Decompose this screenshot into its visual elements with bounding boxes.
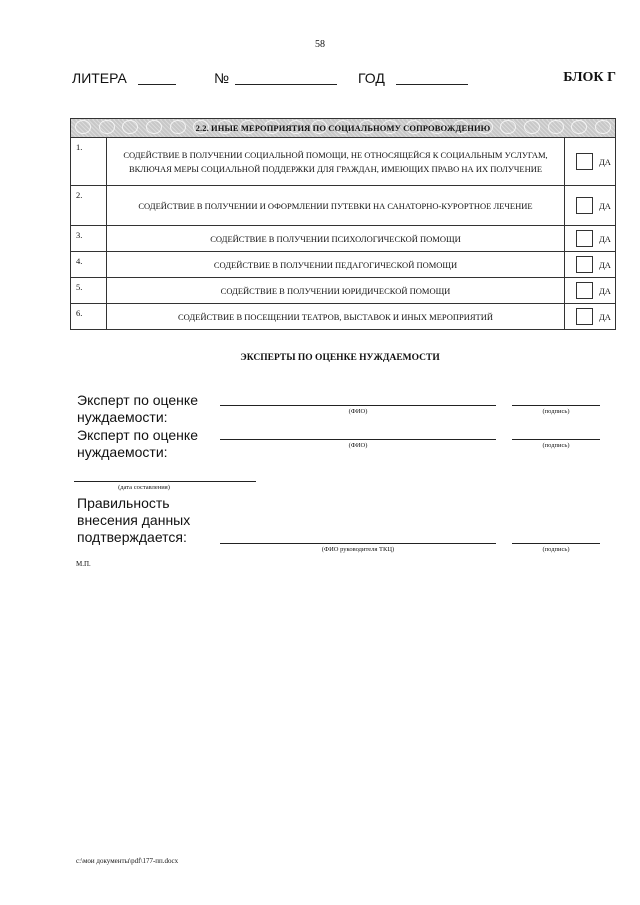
row-number: 1. <box>71 138 107 186</box>
table-row <box>71 278 616 304</box>
year-label: ГОД <box>358 70 385 86</box>
row-number: 3. <box>71 226 107 252</box>
year-field[interactable] <box>396 84 468 85</box>
table-row <box>71 186 616 226</box>
table-row <box>71 226 616 252</box>
expert-1-label: Эксперт по оценке нуждаемости: <box>77 392 198 425</box>
checkbox-cell <box>565 304 616 330</box>
row-number: 2. <box>71 186 107 226</box>
number-label: № <box>214 70 230 86</box>
row-text: СОДЕЙСТВИЕ В ПОЛУЧЕНИИ ПСИХОЛОГИЧЕСКОЙ ПОМОЩИ <box>107 226 565 252</box>
expert-1-fio-caption: (ФИО) <box>348 408 368 415</box>
expert-2-label: Эксперт по оценке нуждаемости: <box>77 427 198 460</box>
row-number: 5. <box>71 278 107 304</box>
table-title-cell <box>71 119 616 138</box>
table-row <box>71 252 616 278</box>
head-fio-field[interactable] <box>220 543 496 544</box>
checkbox-cell <box>565 138 616 186</box>
head-signature-caption: (подпись) <box>542 546 570 553</box>
checkbox-cell <box>565 186 616 226</box>
footer-file-path: c:\мои документы\pdf\177-пп.docx <box>76 857 179 865</box>
yes-checkbox[interactable] <box>576 282 593 299</box>
row-number: 4. <box>71 252 107 278</box>
confirm-label: Правильность внесения данных подтверждается: <box>77 495 191 545</box>
date-caption: (дата составления) <box>118 484 170 491</box>
date-field[interactable] <box>74 481 256 482</box>
stamp-place-label: М.П. <box>76 560 91 568</box>
row-text: СОДЕЙСТВИЕ В ПОЛУЧЕНИИ ЮРИДИЧЕСКОЙ ПОМОЩИ <box>107 278 565 304</box>
expert-1-signature-field[interactable] <box>512 405 600 406</box>
yes-checkbox[interactable] <box>576 256 593 273</box>
experts-title: ЭКСПЕРТЫ ПО ОЦЕНКЕ НУЖДАЕМОСТИ <box>240 353 440 363</box>
number-field[interactable] <box>235 84 337 85</box>
yes-label: ДА <box>599 285 611 296</box>
yes-label: ДА <box>599 156 611 167</box>
table-header-row <box>71 119 616 138</box>
expert-1-fio-field[interactable] <box>220 405 496 406</box>
page-number: 58 <box>315 39 325 50</box>
expert-2-signature-caption: (подпись) <box>542 442 570 449</box>
form-header <box>72 70 616 88</box>
litera-field[interactable] <box>138 84 176 85</box>
table-title: 2.2. ИНЫЕ МЕРОПРИЯТИЯ ПО СОЦИАЛЬНОМУ СОПРОВОЖДЕНИЮ <box>195 123 491 133</box>
yes-checkbox[interactable] <box>576 153 593 170</box>
block-label: БЛОК Г <box>563 70 616 85</box>
checkbox-cell <box>565 226 616 252</box>
yes-label: ДА <box>599 311 611 322</box>
table-row <box>71 304 616 330</box>
checkbox-cell <box>565 252 616 278</box>
yes-checkbox[interactable] <box>576 197 593 214</box>
yes-label: ДА <box>599 200 611 211</box>
expert-2-fio-caption: (ФИО) <box>348 442 368 449</box>
table-row <box>71 138 616 186</box>
yes-label: ДА <box>599 259 611 270</box>
head-signature-field[interactable] <box>512 543 600 544</box>
litera-label: ЛИТЕРА <box>72 70 127 86</box>
row-text: СОДЕЙСТВИЕ В ПОСЕЩЕНИИ ТЕАТРОВ, ВЫСТАВОК И ИНЫХ МЕРОПРИЯТИЙ <box>107 304 565 330</box>
yes-checkbox[interactable] <box>576 230 593 247</box>
row-text: СОДЕЙСТВИЕ В ПОЛУЧЕНИИ И ОФОРМЛЕНИИ ПУТЕВКИ НА САНАТОРНО-КУРОРТНОЕ ЛЕЧЕНИЕ <box>107 186 565 226</box>
expert-2-fio-field[interactable] <box>220 439 496 440</box>
yes-checkbox[interactable] <box>576 308 593 325</box>
social-support-table <box>70 118 616 330</box>
yes-label: ДА <box>599 233 611 244</box>
head-fio-caption: (ФИО руководителя ТКЦ) <box>321 546 395 553</box>
checkbox-cell <box>565 278 616 304</box>
row-text: СОДЕЙСТВИЕ В ПОЛУЧЕНИИ СОЦИАЛЬНОЙ ПОМОЩИ, НЕ ОТНОСЯЩЕЙСЯ К СОЦИАЛЬНЫМ УСЛУГАМ, ВКЛЮЧАЯ МЕРЫ СОЦИАЛЬНОЙ ПОДДЕРЖКИ ДЛЯ ГРАЖДАН, ИМЕЮЩИХ ПРАВО НА ИХ ПОЛУЧЕНИЕ <box>107 138 565 186</box>
row-number: 6. <box>71 304 107 330</box>
expert-2-signature-field[interactable] <box>512 439 600 440</box>
row-text: СОДЕЙСТВИЕ В ПОЛУЧЕНИИ ПЕДАГОГИЧЕСКОЙ ПОМОЩИ <box>107 252 565 278</box>
expert-1-signature-caption: (подпись) <box>542 408 570 415</box>
